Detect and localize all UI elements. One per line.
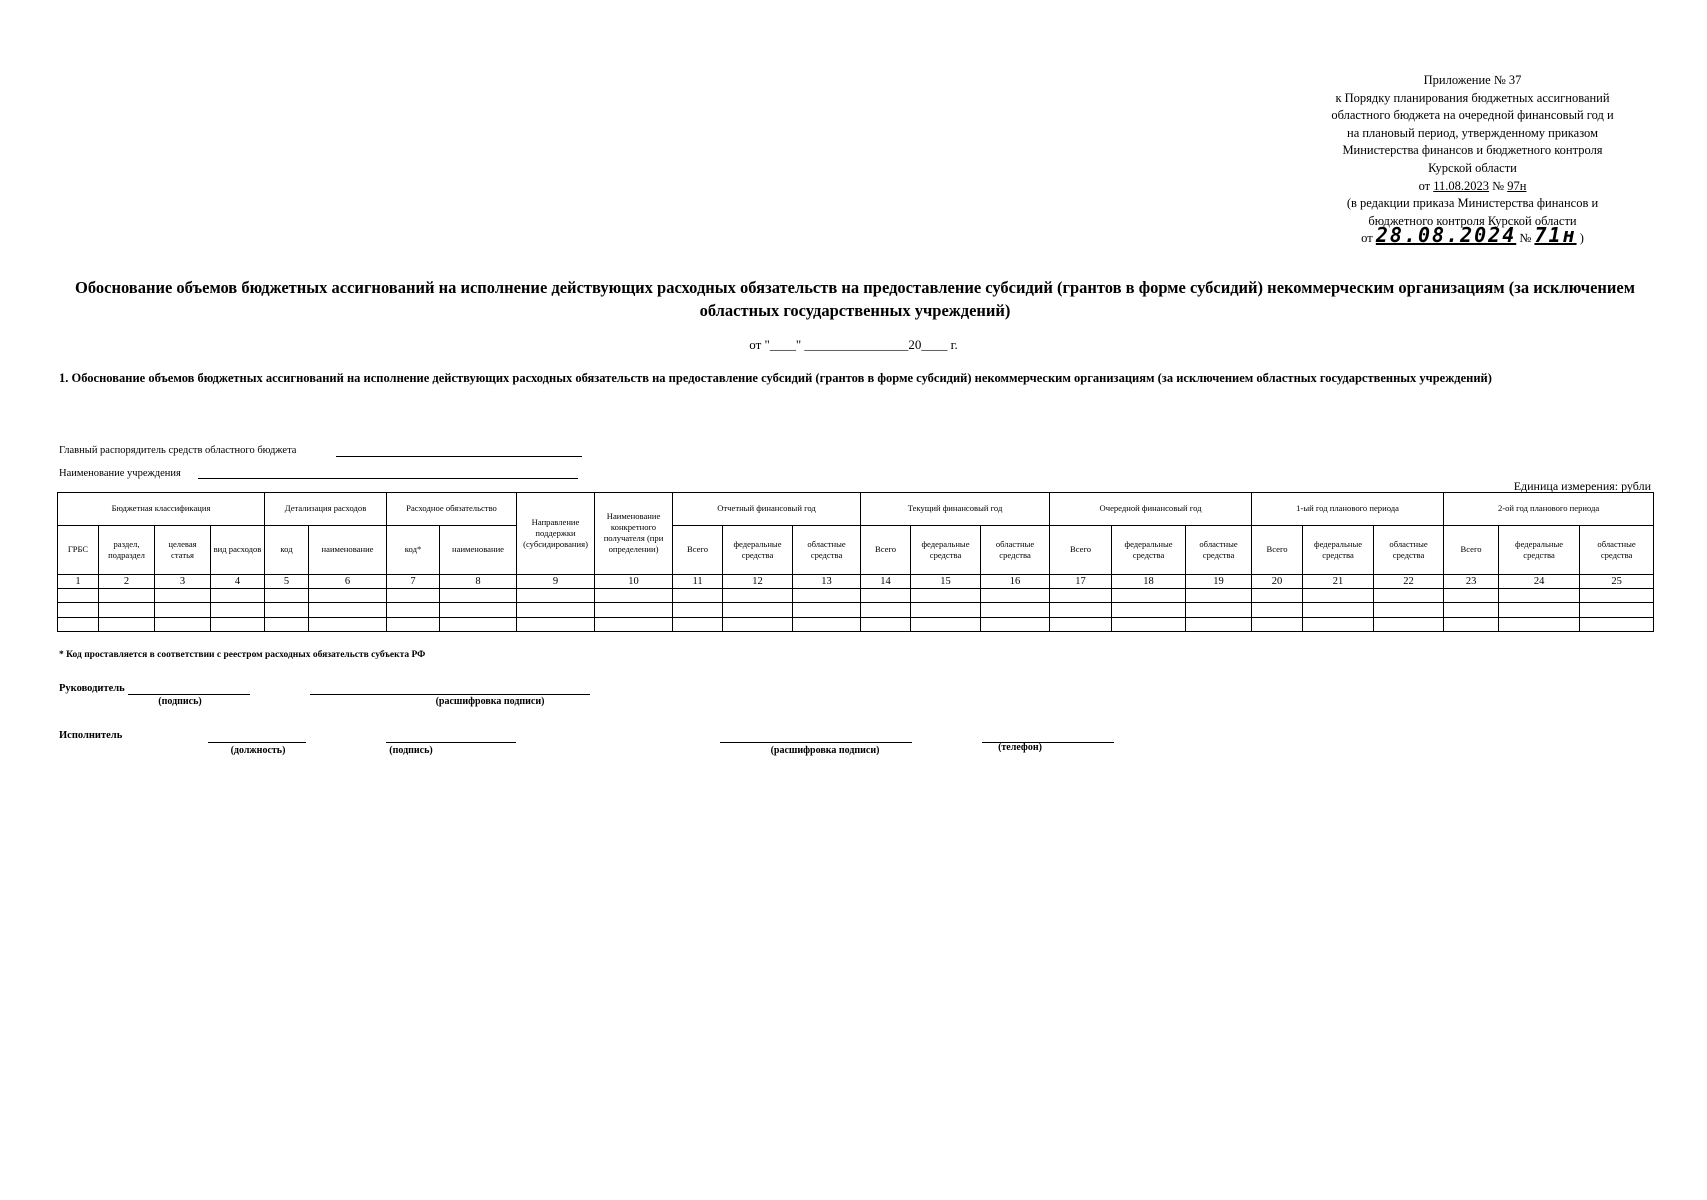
header-expense-obligation: Расходное обязательство bbox=[387, 493, 517, 526]
header-budget-classification: Бюджетная классификация bbox=[58, 493, 265, 526]
header-section: раздел, подраздел bbox=[99, 525, 155, 574]
header-total: Всего bbox=[861, 525, 911, 574]
executor-position-line[interactable] bbox=[208, 742, 306, 743]
header-regional: областные средства bbox=[1374, 525, 1444, 574]
executor-phone-caption: (телефон) bbox=[998, 742, 1042, 753]
executor-position-caption: (должность) bbox=[230, 745, 286, 756]
head-signature-caption: (подпись) bbox=[158, 696, 202, 707]
appendix-line: на плановый период, утвержденному приказом bbox=[1347, 125, 1598, 140]
executor-decoding-caption: (расшифровка подписи) bbox=[770, 745, 880, 756]
header-plan-year-2: 2-ой год планового периода bbox=[1444, 493, 1654, 526]
header-support-direction: Направление поддержки (субсидирования) bbox=[517, 493, 595, 575]
chief-manager-label: Главный распорядитель средств областного бюджета bbox=[59, 445, 297, 456]
appendix-line: к Порядку планирования бюджетных ассигнований bbox=[1335, 90, 1610, 105]
footnote: * Код проставляется в соответствии с реестром расходных обязательств субъекта РФ bbox=[59, 650, 426, 660]
order-number: 97н bbox=[1507, 178, 1527, 193]
header-expense-detail: Детализация расходов bbox=[265, 493, 387, 526]
head-label: Руководитель bbox=[59, 683, 125, 694]
header-regional: областные средства bbox=[793, 525, 861, 574]
table-row[interactable] bbox=[58, 603, 1654, 617]
header-regional: областные средства bbox=[981, 525, 1050, 574]
appendix-line: областного бюджета на очередной финансовый год и bbox=[1331, 108, 1614, 123]
appendix-line: Министерства финансов и бюджетного контроля bbox=[1342, 143, 1603, 158]
head-signature-line[interactable] bbox=[128, 694, 250, 695]
column-number-row: 1 2 3 4 5 6 7 8 9 10 11 12 13 14 15 16 17 18 19 20 21 22 23 24 25 bbox=[58, 574, 1654, 588]
header-total: Всего bbox=[1050, 525, 1112, 574]
executor-signature-line[interactable] bbox=[386, 742, 516, 743]
appendix-number: Приложение № 37 bbox=[1423, 73, 1522, 87]
header-federal: федеральные средства bbox=[1112, 525, 1186, 574]
appendix-line: (в редакции приказа Министерства финансов и bbox=[1346, 196, 1599, 211]
table-row[interactable] bbox=[58, 617, 1654, 631]
header-federal: федеральные средства bbox=[723, 525, 793, 574]
header-current-year: Текущий финансовый год bbox=[861, 493, 1050, 526]
header-grbs: ГРБС bbox=[58, 525, 99, 574]
budget-table bbox=[57, 492, 1654, 632]
appendix-block bbox=[1300, 72, 1645, 248]
header-name: наименование bbox=[309, 525, 387, 574]
header-obligation-name: наименование bbox=[440, 525, 517, 574]
date-line: от "____" ________________20____ г. bbox=[749, 337, 958, 352]
order-date: 11.08.2023 bbox=[1433, 178, 1490, 193]
institution-line[interactable] bbox=[198, 478, 578, 479]
header-regional: областные средства bbox=[1580, 525, 1654, 574]
header-federal: федеральные средства bbox=[1303, 525, 1374, 574]
unit-of-measure: Единица измерения: рубли bbox=[1513, 479, 1651, 493]
header-regional: областные средства bbox=[1186, 525, 1252, 574]
institution-label: Наименование учреждения bbox=[59, 468, 181, 479]
revision-reference: от 28.08.2024 № 71н ) bbox=[1361, 223, 1584, 248]
header-total: Всего bbox=[1252, 525, 1303, 574]
header-code: код bbox=[265, 525, 309, 574]
head-decoding-line[interactable] bbox=[310, 694, 590, 695]
header-recipient-name: Наименование конкретного получателя (при определении) bbox=[595, 493, 673, 575]
order-reference: от 11.08.2023 № 97н bbox=[1418, 178, 1527, 193]
appendix-line: Курской области bbox=[1428, 160, 1517, 175]
document-title: Обоснование объемов бюджетных ассигнований на исполнение действующих расходных обязательств на предоставление субсидий (грантов в форме субсидий) некоммерческим организациям (за исключением областных государственных учреждений) bbox=[75, 278, 1635, 320]
handwritten-revision-date: 28.08.2024 bbox=[1375, 223, 1517, 248]
handwritten-revision-number: 71н bbox=[1534, 223, 1577, 248]
header-federal: федеральные средства bbox=[1499, 525, 1580, 574]
header-next-year: Очередной финансовый год bbox=[1050, 493, 1252, 526]
header-federal: федеральные средства bbox=[911, 525, 981, 574]
header-obligation-code: код* bbox=[387, 525, 440, 574]
executor-decoding-line[interactable] bbox=[720, 742, 912, 743]
executor-label: Исполнитель bbox=[59, 730, 123, 741]
table-row[interactable] bbox=[58, 589, 1654, 603]
header-expense-type: вид расходов bbox=[211, 525, 265, 574]
header-total: Всего bbox=[1444, 525, 1499, 574]
header-total: Всего bbox=[673, 525, 723, 574]
head-decoding-caption: (расшифровка подписи) bbox=[435, 696, 545, 707]
chief-manager-line[interactable] bbox=[336, 456, 582, 457]
executor-signature-caption: (подпись) bbox=[389, 745, 433, 756]
section-heading: 1. Обоснование объемов бюджетных ассигнований на исполнение действующих расходных обязательств на предоставление субсидий (грантов в форме субсидий) некоммерческим организациям (за исключением областных государственных учреждений) bbox=[59, 371, 1492, 385]
appendix-line: бюджетного контроля Курской области bbox=[1368, 213, 1577, 228]
header-plan-year-1: 1-ый год планового периода bbox=[1252, 493, 1444, 526]
header-target-article: целевая статья bbox=[155, 525, 211, 574]
header-report-year: Отчетный финансовый год bbox=[673, 493, 861, 526]
